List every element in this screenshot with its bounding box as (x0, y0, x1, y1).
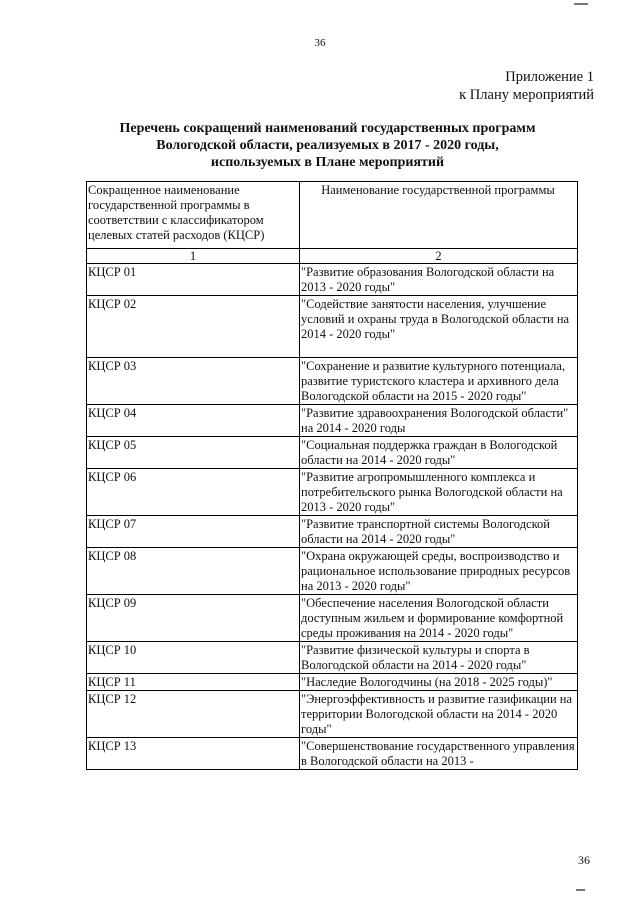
program-name: "Развитие физической культуры и спорта в Вологодской области на 2014 - 2020 годы" (300, 642, 578, 674)
program-name: "Обеспечение населения Вологодской области доступным жильем и формирование комфортной среды проживания на 2014 - 2020 годы" (300, 595, 578, 642)
appendix-line-2: к Плану мероприятий (459, 87, 594, 103)
program-name: "Содействие занятости населения, улучшение условий и охраны труда в Вологодской области на 2014 - 2020 годы" (300, 296, 578, 358)
appendix-reference (459, 68, 594, 104)
table-row (87, 642, 578, 674)
program-name: "Социальная поддержка граждан в Вологодской области на 2014 - 2020 годы" (300, 437, 578, 469)
page-number-bottom: 36 (578, 853, 590, 867)
program-name: "Сохранение и развитие культурного потенциала, развитие туристского кластера и архивного дела Вологодской области на 2015 - 2020 годы" (300, 358, 578, 405)
program-code: КЦСР 08 (87, 548, 300, 595)
program-name: "Развитие здравоохранения Вологодской области" на 2014 - 2020 годы (300, 405, 578, 437)
program-code: КЦСР 13 (87, 738, 300, 770)
table-row (87, 691, 578, 738)
program-code: КЦСР 06 (87, 469, 300, 516)
program-name: "Совершенствование государственного управления в Вологодской области на 2013 - (300, 738, 578, 770)
table-row (87, 674, 578, 691)
program-code: КЦСР 12 (87, 691, 300, 738)
document-title (80, 120, 575, 171)
table-row (87, 296, 578, 358)
header-short-name: Сокращенное наименование государственной программы в соответствии с классификатором целевых статей расходов (КЦСР) (87, 182, 300, 249)
page-number-top: 36 (314, 37, 326, 49)
table-row (87, 548, 578, 595)
table-row (87, 516, 578, 548)
column-number-2: 2 (300, 249, 578, 264)
title-line-3: используемых в Плане мероприятий (210, 155, 445, 170)
column-number-row (87, 249, 578, 264)
table-row (87, 738, 578, 770)
program-name: "Охрана окружающей среды, воспроизводство и рациональное использование природных ресурсов на 2013 - 2020 годы" (300, 548, 578, 595)
table-row (87, 264, 578, 296)
program-code: КЦСР 03 (87, 358, 300, 405)
table-row (87, 595, 578, 642)
program-code: КЦСР 04 (87, 405, 300, 437)
scan-speck (576, 889, 585, 891)
table-row (87, 358, 578, 405)
header-program-name: Наименование государственной программы (300, 182, 578, 249)
program-code: КЦСР 09 (87, 595, 300, 642)
program-code: КЦСР 01 (87, 264, 300, 296)
scan-speck (574, 3, 588, 5)
program-name: "Развитие агропромышленного комплекса и потребительского рынка Вологодской области на 2013 - 2020 годы" (300, 469, 578, 516)
table-row (87, 405, 578, 437)
program-code: КЦСР 05 (87, 437, 300, 469)
title-line-2: Вологодской области, реализуемых в 2017 - 2020 годы, (156, 138, 499, 153)
program-name: "Развитие транспортной системы Вологодской области на 2014 - 2020 годы" (300, 516, 578, 548)
program-code: КЦСР 11 (87, 674, 300, 691)
table-row (87, 437, 578, 469)
table-row (87, 469, 578, 516)
programs-table (86, 181, 578, 770)
appendix-line-1: Приложение 1 (505, 69, 594, 85)
table-header-row (87, 182, 578, 249)
program-name: "Развитие образования Вологодской области на 2013 - 2020 годы" (300, 264, 578, 296)
program-code: КЦСР 07 (87, 516, 300, 548)
program-name: "Наследие Вологодчины (на 2018 - 2025 годы)" (300, 674, 578, 691)
program-code: КЦСР 10 (87, 642, 300, 674)
column-number-1: 1 (87, 249, 300, 264)
program-name: "Энергоэффективность и развитие газификации на территории Вологодской области на 2014 - 2020 годы" (300, 691, 578, 738)
title-line-1: Перечень сокращений наименований государственных программ (119, 121, 536, 136)
program-code: КЦСР 02 (87, 296, 300, 358)
